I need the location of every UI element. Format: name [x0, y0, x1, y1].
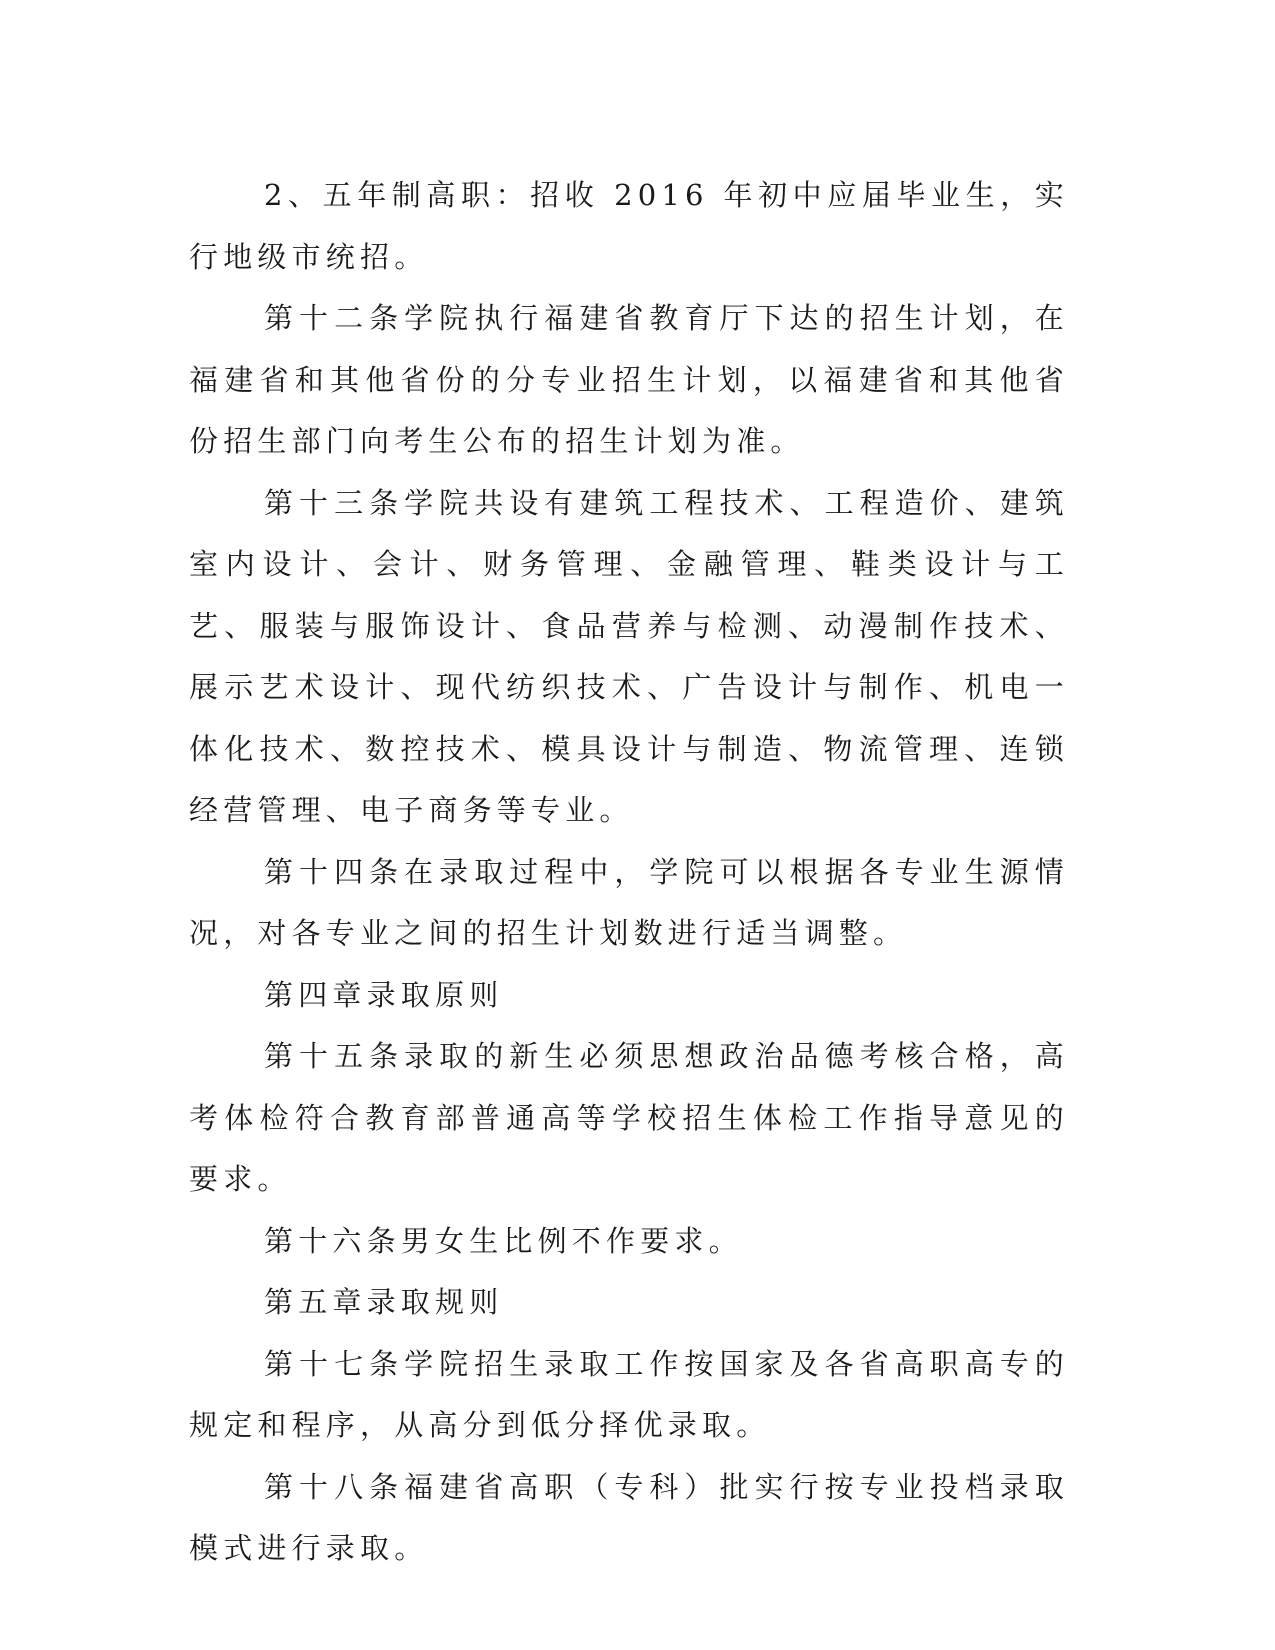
paragraph-article-12: 第十二条学院执行福建省教育厅下达的招生计划，在福建省和其他省份的分专业招生计划，以福建省和其他省份招生部门向考生公布的招生计划为准。	[189, 301, 1069, 458]
chapter-heading-5: 第五章录取规则	[264, 1285, 504, 1319]
paragraph-article-13: 第十三条学院共设有建筑工程技术、工程造价、建筑室内设计、会计、财务管理、金融管理、鞋类设计与工艺、服装与服饰设计、食品营养与检测、动漫制作技术、展示艺术设计、现代纺织技术、广告设计与制作、机电一体化技术、数控技术、模具设计与制造、物流管理、连锁经营管理、电子商务等专业。	[189, 485, 1069, 827]
paragraph-article-14: 第十四条在录取过程中，学院可以根据各专业生源情况，对各专业之间的招生计划数进行适当调整。	[189, 854, 1069, 950]
paragraph-article-18: 第十八条福建省高职（专科）批实行按专业投档录取模式进行录取。	[189, 1469, 1069, 1565]
paragraph-five-year-program: 2、五年制高职：招收 2016 年初中应届毕业生，实行地级市统招。	[189, 178, 1069, 274]
paragraph-article-17: 第十七条学院招生录取工作按国家及各省高职高专的规定和程序，从高分到低分择优录取。	[189, 1346, 1069, 1442]
chapter-heading-4: 第四章录取原则	[264, 977, 504, 1012]
paragraph-article-16: 第十六条男女生比例不作要求。	[264, 1223, 743, 1258]
paragraph-article-15: 第十五条录取的新生必须思想政治品德考核合格，高考体检符合教育部普通高等学校招生体检工作指导意见的要求。	[189, 1039, 1069, 1196]
document-body	[189, 165, 1069, 1580]
